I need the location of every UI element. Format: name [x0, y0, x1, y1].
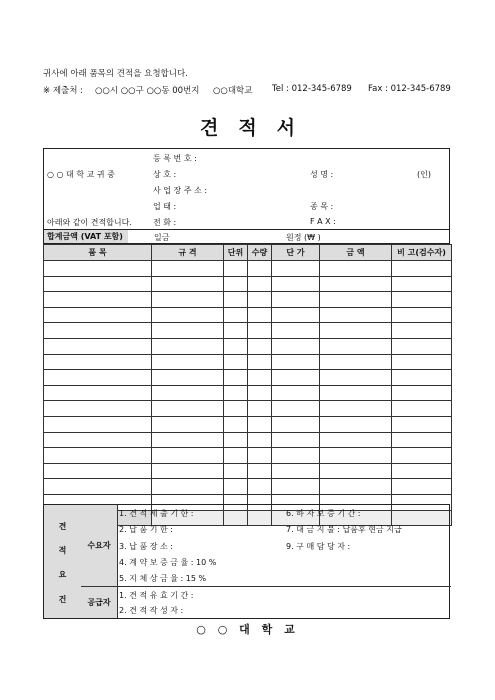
- supplier-label: 공급자: [81, 587, 118, 618]
- table-cell[interactable]: [44, 463, 152, 479]
- table-cell[interactable]: [44, 479, 152, 495]
- table-cell[interactable]: [248, 292, 272, 308]
- table-cell[interactable]: [248, 463, 272, 479]
- table-cell[interactable]: [248, 432, 272, 448]
- table-cell[interactable]: [392, 370, 452, 386]
- table-cell[interactable]: [44, 292, 152, 308]
- col-header-unit-price: 단 가: [272, 245, 320, 261]
- item-rows: [44, 261, 452, 511]
- table-cell[interactable]: [392, 338, 452, 354]
- table-cell[interactable]: [320, 416, 392, 432]
- table-row: [44, 463, 452, 479]
- table-row: [44, 370, 452, 386]
- side-char: 건: [58, 595, 67, 604]
- phone-label: 전 화 :: [153, 218, 177, 227]
- table-row: [44, 479, 452, 495]
- table-cell[interactable]: [248, 261, 272, 277]
- table-cell[interactable]: [224, 276, 248, 292]
- table-row: [44, 307, 452, 323]
- statement: 아래와 같이 견적합니다.: [47, 218, 132, 227]
- table-cell[interactable]: [224, 261, 248, 277]
- table-cell[interactable]: [152, 479, 224, 495]
- table-cell[interactable]: [248, 307, 272, 323]
- submit-label: ※ 제출처 :: [43, 86, 84, 96]
- table-cell[interactable]: [392, 261, 452, 277]
- table-row: [44, 276, 452, 292]
- table-cell[interactable]: [272, 261, 320, 277]
- side-char: 적: [58, 546, 67, 555]
- total-amount-row: [43, 229, 450, 244]
- table-cell[interactable]: [392, 307, 452, 323]
- table-cell[interactable]: [320, 354, 392, 370]
- table-cell[interactable]: [224, 479, 248, 495]
- table-cell[interactable]: [152, 338, 224, 354]
- footer-university: ○ ○ 대 학 교: [196, 623, 299, 636]
- table-cell[interactable]: [152, 448, 224, 464]
- table-cell[interactable]: [248, 370, 272, 386]
- reg-no-label: 등 록 번 호 :: [153, 154, 197, 163]
- table-cell[interactable]: [152, 432, 224, 448]
- table-cell[interactable]: [272, 463, 320, 479]
- table-cell[interactable]: [320, 448, 392, 464]
- buyer-condition: 7. 대 금 지 불 : 납품후 현금 지급: [286, 525, 402, 534]
- table-cell[interactable]: [272, 323, 320, 339]
- table-cell[interactable]: [248, 354, 272, 370]
- table-row: [44, 338, 452, 354]
- table-cell[interactable]: [152, 276, 224, 292]
- buyer-condition: 9. 구 매 담 당 자 :: [286, 542, 351, 551]
- table-header-row: [44, 245, 452, 261]
- table-cell[interactable]: [248, 276, 272, 292]
- table-cell[interactable]: [320, 276, 392, 292]
- table-cell[interactable]: [248, 385, 272, 401]
- table-cell[interactable]: [152, 261, 224, 277]
- table-cell[interactable]: [44, 416, 152, 432]
- table-cell[interactable]: [248, 323, 272, 339]
- table-cell[interactable]: [224, 448, 248, 464]
- col-header-item: 품 목: [44, 245, 152, 261]
- table-cell[interactable]: [392, 401, 452, 417]
- buyer-condition: 4. 계 약 보 증 금 율 : 10 %: [119, 558, 217, 567]
- table-cell[interactable]: [152, 463, 224, 479]
- supplier-condition: 1. 견 적 유 효 기 간 :: [119, 591, 194, 600]
- table-cell[interactable]: [320, 338, 392, 354]
- conditions-section: [43, 504, 450, 619]
- table-row: [44, 401, 452, 417]
- table-cell[interactable]: [224, 385, 248, 401]
- table-cell[interactable]: [248, 401, 272, 417]
- table-cell[interactable]: [224, 432, 248, 448]
- table-cell[interactable]: [152, 416, 224, 432]
- table-row: [44, 261, 452, 277]
- table-cell[interactable]: [44, 401, 152, 417]
- table-cell[interactable]: [224, 338, 248, 354]
- business-label: 업 태 :: [153, 202, 177, 211]
- table-cell[interactable]: [44, 354, 152, 370]
- col-header-spec: 규 격: [152, 245, 224, 261]
- table-cell[interactable]: [272, 385, 320, 401]
- table-cell[interactable]: [44, 323, 152, 339]
- submit-fax: Fax : 012-345-6789: [368, 84, 451, 94]
- table-cell[interactable]: [392, 385, 452, 401]
- table-cell[interactable]: [152, 307, 224, 323]
- items-table: [43, 244, 452, 526]
- table-cell[interactable]: [320, 370, 392, 386]
- table-cell[interactable]: [224, 307, 248, 323]
- table-cell[interactable]: [272, 292, 320, 308]
- table-cell[interactable]: [44, 432, 152, 448]
- table-cell[interactable]: [320, 479, 392, 495]
- table-cell[interactable]: [272, 338, 320, 354]
- table-cell[interactable]: [392, 354, 452, 370]
- table-cell[interactable]: [224, 292, 248, 308]
- table-cell[interactable]: [320, 385, 392, 401]
- item-type-label: 종 목 :: [310, 202, 334, 211]
- table-cell[interactable]: [224, 323, 248, 339]
- submit-address: ○○시 ○○구 ○○동 00번지: [95, 86, 200, 96]
- table-cell[interactable]: [152, 354, 224, 370]
- table-cell[interactable]: [392, 323, 452, 339]
- table-cell[interactable]: [44, 370, 152, 386]
- table-cell[interactable]: [320, 401, 392, 417]
- buyer-condition: 2. 납 품 기 한 :: [119, 525, 173, 534]
- fax-label: F A X :: [310, 217, 336, 226]
- table-cell[interactable]: [272, 354, 320, 370]
- buyer-condition: 6. 하 자 보 증 기 간 :: [286, 509, 361, 518]
- table-cell[interactable]: [272, 401, 320, 417]
- submit-info: [43, 84, 463, 96]
- table-cell[interactable]: [44, 307, 152, 323]
- table-cell[interactable]: [272, 276, 320, 292]
- table-cell[interactable]: [44, 338, 152, 354]
- table-cell[interactable]: [224, 370, 248, 386]
- table-cell[interactable]: [392, 276, 452, 292]
- table-cell[interactable]: [224, 354, 248, 370]
- table-cell[interactable]: [224, 463, 248, 479]
- table-cell[interactable]: [320, 432, 392, 448]
- table-row: [44, 292, 452, 308]
- total-amount-label: 합계금액 (VAT 포함): [44, 230, 128, 243]
- table-cell[interactable]: [44, 448, 152, 464]
- table-cell[interactable]: [392, 432, 452, 448]
- table-cell[interactable]: [152, 370, 224, 386]
- submit-org: ○○대학교: [213, 86, 253, 96]
- table-cell[interactable]: [248, 448, 272, 464]
- table-cell[interactable]: [248, 338, 272, 354]
- table-cell[interactable]: [44, 261, 152, 277]
- table-cell[interactable]: [392, 292, 452, 308]
- buyer-label: 수요자: [81, 505, 118, 586]
- table-cell[interactable]: [320, 463, 392, 479]
- table-cell[interactable]: [152, 323, 224, 339]
- table-cell[interactable]: [392, 448, 452, 464]
- page-title: 견적서: [199, 117, 316, 139]
- table-cell[interactable]: [320, 307, 392, 323]
- supplier-header: [43, 148, 450, 230]
- address-label: 사 업 장 주 소 :: [153, 186, 208, 195]
- seal-label: (인): [417, 170, 431, 179]
- buyer-condition: 5. 지 체 상 금 율 : 15 %: [119, 574, 207, 583]
- table-cell[interactable]: [224, 401, 248, 417]
- table-cell[interactable]: [272, 370, 320, 386]
- intro-text: 귀사에 아래 품목의 견적을 요청합니다.: [43, 69, 188, 79]
- col-header-qty: 수량: [248, 245, 272, 261]
- table-cell[interactable]: [224, 416, 248, 432]
- table-cell[interactable]: [248, 416, 272, 432]
- table-row: [44, 448, 452, 464]
- won-text-label: 일금: [154, 233, 170, 242]
- table-cell[interactable]: [320, 261, 392, 277]
- side-char: 요: [58, 570, 67, 579]
- addressee: ○ ○ 대 학 교 귀 중: [47, 170, 115, 179]
- col-header-amount: 금 액: [320, 245, 392, 261]
- won-digits-label: 원정 (₩ ): [286, 233, 321, 242]
- table-row: [44, 354, 452, 370]
- table-cell[interactable]: [272, 448, 320, 464]
- name-label: 성 명 :: [310, 170, 334, 179]
- col-header-remarks: 비 고(검수자): [392, 245, 452, 261]
- col-header-unit: 단위: [224, 245, 248, 261]
- table-row: [44, 323, 452, 339]
- table-cell[interactable]: [272, 416, 320, 432]
- table-cell[interactable]: [272, 479, 320, 495]
- table-cell[interactable]: [320, 292, 392, 308]
- table-cell[interactable]: [44, 385, 152, 401]
- section-divider: [81, 586, 451, 587]
- table-cell[interactable]: [272, 432, 320, 448]
- buyer-condition: 1. 견 적 제 출 기 한 :: [119, 509, 194, 518]
- conditions-side-label: [44, 505, 82, 618]
- table-row: [44, 432, 452, 448]
- table-cell[interactable]: [392, 463, 452, 479]
- table-cell[interactable]: [320, 323, 392, 339]
- table-cell[interactable]: [392, 416, 452, 432]
- table-cell[interactable]: [248, 479, 272, 495]
- table-row: [44, 385, 452, 401]
- table-cell[interactable]: [392, 479, 452, 495]
- company-label: 상 호 :: [153, 170, 177, 179]
- submit-tel: Tel : 012-345-6789: [272, 84, 352, 94]
- table-cell[interactable]: [152, 401, 224, 417]
- table-row: [44, 416, 452, 432]
- table-cell[interactable]: [152, 385, 224, 401]
- table-cell[interactable]: [152, 292, 224, 308]
- table-cell[interactable]: [44, 276, 152, 292]
- table-cell[interactable]: [272, 307, 320, 323]
- side-char: 견: [58, 522, 67, 531]
- buyer-condition: 3. 납 품 장 소 :: [119, 542, 173, 551]
- supplier-condition: 2. 견 적 작 성 자 :: [119, 606, 184, 615]
